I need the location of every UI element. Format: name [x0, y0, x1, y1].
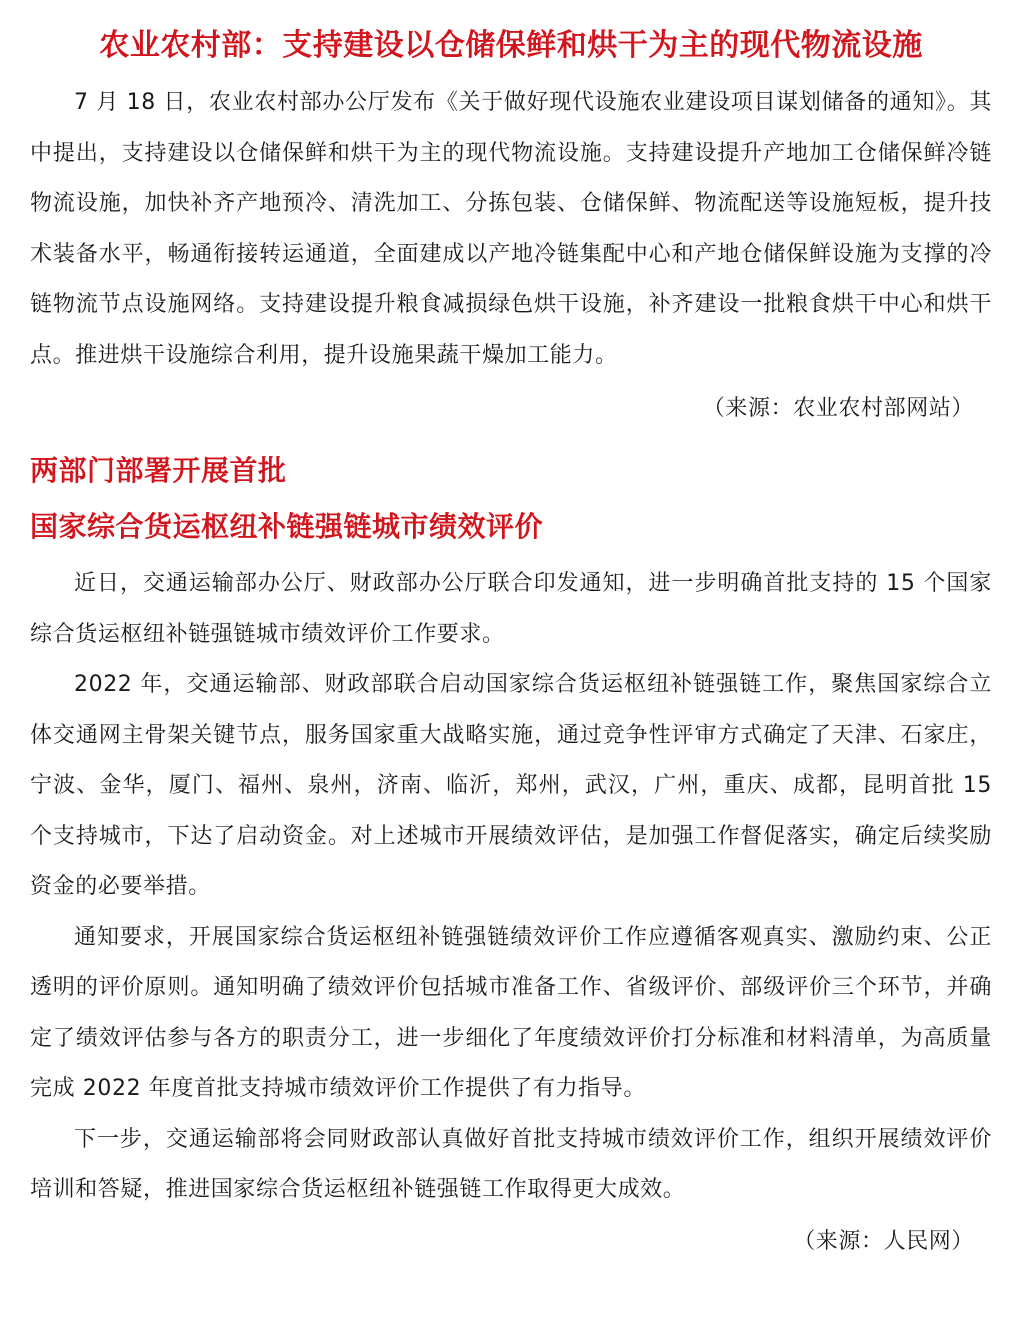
article-title: 农业农村部：支持建设以仓储保鲜和烘干为主的现代物流设施	[99, 28, 923, 63]
article-paragraph: 下一步，交通运输部将会同财政部认真做好首批支持城市绩效评价工作，组织开展绩效评价培训和答疑，推进国家综合货运枢纽补链强链工作取得更大成效。	[30, 1126, 992, 1202]
article-agriculture	[30, 22, 992, 433]
article-body	[30, 559, 992, 1216]
article-freight-hub	[30, 443, 992, 1266]
article-source: （来源：人民网）	[793, 1228, 974, 1254]
article-paragraph: 通知要求，开展国家综合货运枢纽补链强链绩效评价工作应遵循客观真实、激励约束、公正透明的评价原则。通知明确了绩效评价包括城市准备工作、省级评价、部级评价三个环节，并确定了绩效评估参与各方的职责分工，进一步细化了年度绩效评价打分标准和材料清单，为高质量完成 2022 年度首批支持城市绩效评价工作提供了有力指导。	[30, 924, 992, 1101]
article-paragraph: 2022 年，交通运输部、财政部联合启动国家综合货运枢纽补链强链工作，聚焦国家综合立体交通网主骨架关键节点，服务国家重大战略实施，通过竞争性评审方式确定了天津、石家庄，宁波、金华，厦门、福州、泉州，济南、临沂，郑州，武汉，广州，重庆、成都，昆明首批 15 个支持城市，下达了启动资金。对上述城市开展绩效评估，是加强工作督促落实，确定后续奖励资金的必要举措。	[30, 672, 992, 899]
article-title-line-1: 两部门部署开展首批	[30, 454, 287, 487]
article-paragraph: 近日，交通运输部办公厅、财政部办公厅联合印发通知，进一步明确首批支持的 15 个国家综合货运枢纽补链强链城市绩效评价工作要求。	[30, 571, 992, 647]
article-body	[30, 78, 992, 381]
article-paragraph: 7 月 18 日，农业农村部办公厅发布《关于做好现代设施农业建设项目谋划储备的通知》。其中提出，支持建设以仓储保鲜和烘干为主的现代物流设施。支持建设提升产地加工仓储保鲜冷链物流设施，加快补齐产地预冷、清洗加工、分拣包装、仓储保鲜、物流配送等设施短板，提升技术装备水平，畅通衔接转运通道，全面建成以产地冷链集配中心和产地仓储保鲜设施为支撑的冷链物流节点设施网络。支持建设提升粮食减损绿色烘干设施，补齐建设一批粮食烘干中心和烘干点。推进烘干设施综合利用，提升设施果蔬干燥加工能力。	[30, 90, 992, 368]
article-source: （来源：农业农村部网站）	[702, 396, 974, 421]
article-title-line-2: 国家综合货运枢纽补链强链城市绩效评价	[30, 510, 544, 543]
